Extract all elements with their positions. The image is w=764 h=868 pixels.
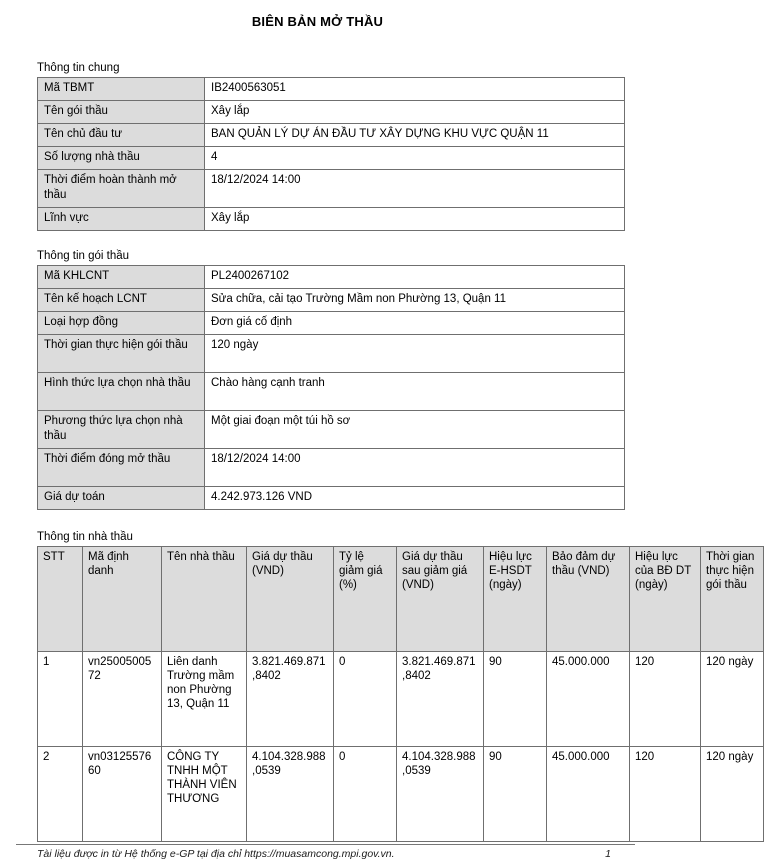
row-value: Đơn giá cố định <box>205 312 625 335</box>
column-header-ma-dinh-danh: Mã định danh <box>83 547 162 652</box>
table-row <box>38 411 625 449</box>
table-row <box>38 101 625 124</box>
row-value: 4 <box>205 147 625 170</box>
cell-ten-nha-thau: Liên danh Trường mầm non Phường 13, Quận 11 <box>162 652 247 747</box>
section-title-bidders-info: Thông tin nhà thầu <box>37 531 133 543</box>
row-label: Giá dự toán <box>38 487 205 510</box>
column-header-hieu-luc-ehsdt: Hiệu lực E-HSDT (ngày) <box>484 547 547 652</box>
row-label: Mã TBMT <box>38 78 205 101</box>
table-row <box>38 208 625 231</box>
row-label: Phương thức lựa chọn nhà thầu <box>38 411 205 449</box>
footer-divider <box>16 844 635 845</box>
table-row <box>38 170 625 208</box>
cell-hieu-luc-ehsdt: 90 <box>484 652 547 747</box>
table-row <box>38 449 625 487</box>
column-header-ten-nha-thau: Tên nhà thầu <box>162 547 247 652</box>
table-row <box>38 78 625 101</box>
cell-ty-le-giam-gia: 0 <box>334 747 397 842</box>
column-header-thoi-gian: Thời gian thực hiện gói thầu <box>701 547 764 652</box>
row-value: Xây lắp <box>205 208 625 231</box>
row-value: Xây lắp <box>205 101 625 124</box>
cell-bao-dam-du-thau: 45.000.000 <box>547 747 630 842</box>
package-info-table <box>37 265 625 510</box>
cell-gia-sau-giam-gia: 4.104.328.988,0539 <box>397 747 484 842</box>
row-label: Mã KHLCNT <box>38 266 205 289</box>
row-label: Tên kế hoạch LCNT <box>38 289 205 312</box>
row-value: Một giai đoạn một túi hồ sơ <box>205 411 625 449</box>
cell-ma-dinh-danh: vn2500500572 <box>83 652 162 747</box>
cell-thoi-gian: 120 ngày <box>701 747 764 842</box>
page-footer <box>37 848 619 860</box>
column-header-gia-sau-giam-gia: Giá dự thầu sau giảm giá (VND) <box>397 547 484 652</box>
cell-ten-nha-thau: CÔNG TY TNHH MỘT THÀNH VIÊN THƯƠNG <box>162 747 247 842</box>
table-row <box>38 147 625 170</box>
table-header-row <box>38 547 764 652</box>
row-value: Chào hàng cạnh tranh <box>205 373 625 411</box>
cell-stt: 1 <box>38 652 83 747</box>
row-label: Thời điểm hoàn thành mở thầu <box>38 170 205 208</box>
row-value: 18/12/2024 14:00 <box>205 449 625 487</box>
row-value: IB2400563051 <box>205 78 625 101</box>
row-label: Thời điểm đóng mở thầu <box>38 449 205 487</box>
section-title-general-info: Thông tin chung <box>37 62 120 74</box>
row-label: Tên gói thầu <box>38 101 205 124</box>
document-page <box>0 14 755 868</box>
cell-gia-du-thau: 4.104.328.988,0539 <box>247 747 334 842</box>
row-label: Tên chủ đầu tư <box>38 124 205 147</box>
row-label: Loại hợp đồng <box>38 312 205 335</box>
page-title: BIÊN BẢN MỞ THẦU <box>251 14 384 29</box>
table-row <box>38 487 625 510</box>
row-value: 4.242.973.126 VND <box>205 487 625 510</box>
table-row <box>38 124 625 147</box>
column-header-hieu-luc-bddt: Hiệu lực của BĐ DT (ngày) <box>630 547 701 652</box>
table-row <box>38 747 764 842</box>
table-row <box>38 312 625 335</box>
cell-stt: 2 <box>38 747 83 842</box>
section-title-package-info: Thông tin gói thầu <box>37 250 130 262</box>
row-label: Hình thức lựa chọn nhà thầu <box>38 373 205 411</box>
cell-ty-le-giam-gia: 0 <box>334 652 397 747</box>
table-row <box>38 652 764 747</box>
table-row <box>38 335 625 373</box>
footer-text: Tài liệu được in từ Hệ thống e-GP tại địa chỉ https://muasamcong.mpi.gov.vn. <box>37 848 395 860</box>
general-info-table <box>37 77 625 231</box>
row-value: BAN QUẢN LÝ DỰ ÁN ĐẦU TƯ XÂY DỰNG KHU VỰC QUẬN 11 <box>205 124 625 147</box>
column-header-stt: STT <box>38 547 83 652</box>
cell-ma-dinh-danh: vn0312557660 <box>83 747 162 842</box>
column-header-gia-du-thau: Giá dự thầu (VND) <box>247 547 334 652</box>
table-row <box>38 289 625 312</box>
column-header-bao-dam-du-thau: Bảo đảm dự thầu (VND) <box>547 547 630 652</box>
table-row <box>38 266 625 289</box>
row-label: Số lượng nhà thầu <box>38 147 205 170</box>
cell-thoi-gian: 120 ngày <box>701 652 764 747</box>
column-header-ty-le-giam-gia: Tỷ lệ giảm giá (%) <box>334 547 397 652</box>
row-label: Lĩnh vực <box>38 208 205 231</box>
row-value: Sửa chữa, cải tạo Trường Mầm non Phường 13, Quận 11 <box>205 289 625 312</box>
row-value: 18/12/2024 14:00 <box>205 170 625 208</box>
cell-hieu-luc-ehsdt: 90 <box>484 747 547 842</box>
cell-gia-du-thau: 3.821.469.871,8402 <box>247 652 334 747</box>
bidders-table <box>37 546 764 842</box>
row-value: PL2400267102 <box>205 266 625 289</box>
cell-bao-dam-du-thau: 45.000.000 <box>547 652 630 747</box>
cell-hieu-luc-bddt: 120 <box>630 652 701 747</box>
row-label: Thời gian thực hiện gói thầu <box>38 335 205 373</box>
table-row <box>38 373 625 411</box>
cell-gia-sau-giam-gia: 3.821.469.871,8402 <box>397 652 484 747</box>
cell-hieu-luc-bddt: 120 <box>630 747 701 842</box>
row-value: 120 ngày <box>205 335 625 373</box>
page-number: 1 <box>605 848 611 860</box>
